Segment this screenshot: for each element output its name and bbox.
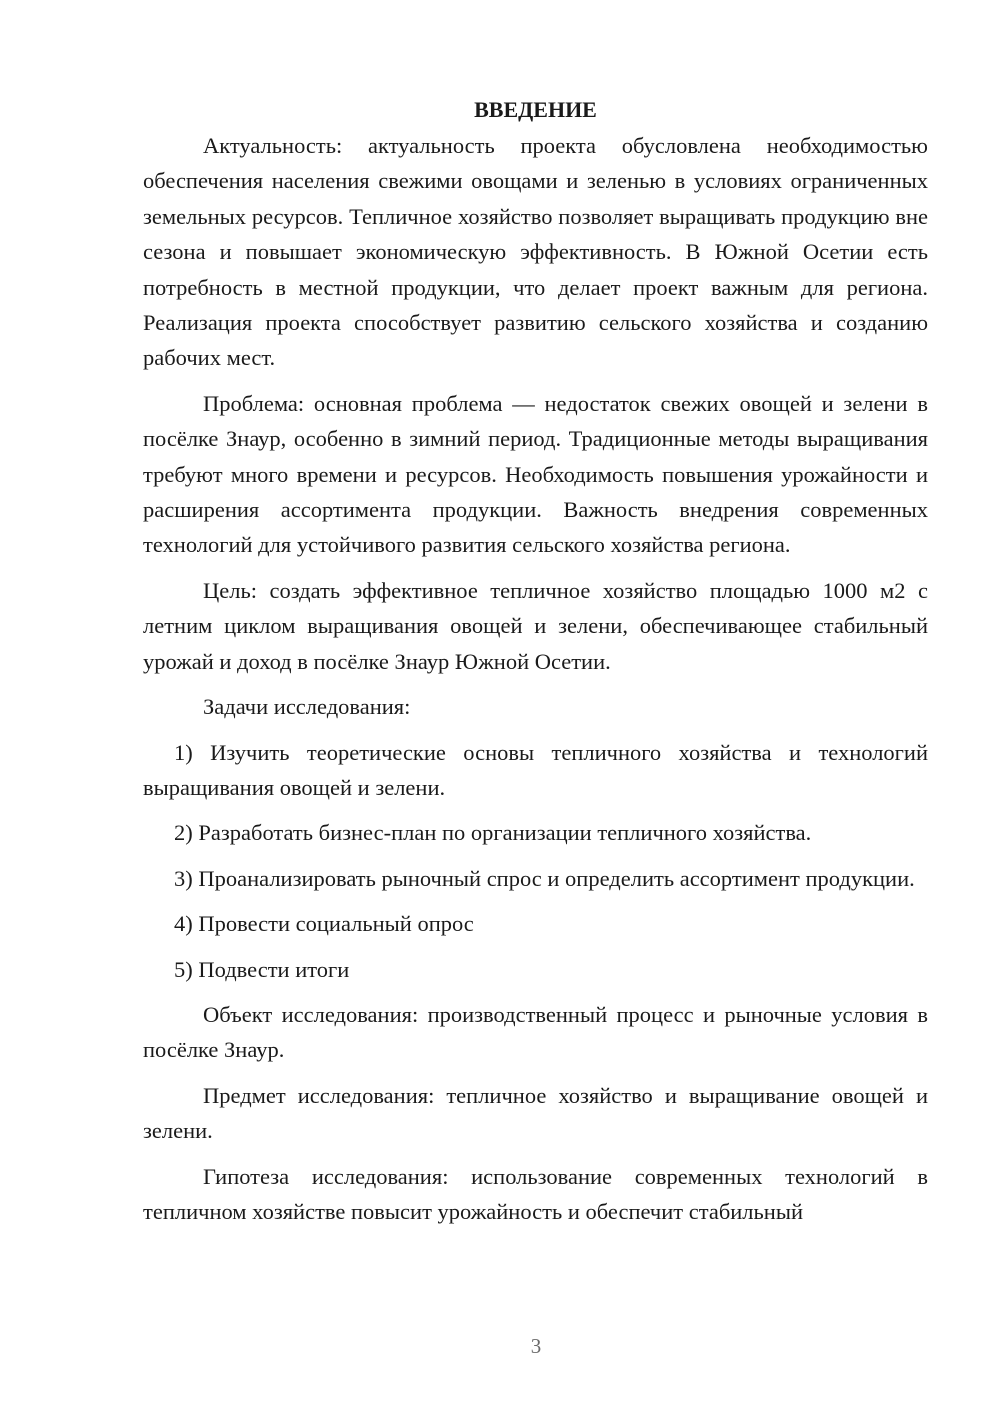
page-number: 3: [530, 1334, 542, 1358]
task-item: 3) Проанализировать рыночный спрос и определить ассортимент продукции.: [174, 865, 915, 891]
paragraph-goal: Цель: создать эффективное тепличное хозяйство площадью 1000 м2 с летним циклом выращивания овощей и зелени, обеспечивающее стабильный урожай и доход в посёлке Знаур Южной Осетии.: [143, 577, 928, 674]
task-item: 5) Подвести итоги: [174, 956, 350, 982]
paragraph-problem: Проблема: основная проблема — недостаток свежих овощей и зелени в посёлке Знаур, особенно в зимний период. Традиционные методы выращивания требуют много времени и ресурсов. Необходимость повышения урожайности и расширения ассортимента продукции. Важность внедрения современных технологий для устойчивого развития сельского хозяйства региона.: [143, 390, 928, 558]
document-page: [143, 92, 928, 1229]
paragraph-hypothesis: Гипотеза исследования: использование современных технологий в тепличном хозяйстве повысит урожайность и обеспечит стабильный: [143, 1163, 928, 1224]
paragraph-subject: Предмет исследования: тепличное хозяйство и выращивание овощей и зелени.: [143, 1082, 928, 1144]
paragraph-tasks-heading: Задачи исследования:: [203, 694, 411, 720]
task-item: 2) Разработать бизнес-план по организации тепличного хозяйства.: [174, 820, 812, 846]
paragraph-object: Объект исследования: производственный процесс и рыночные условия в посёлке Знаур.: [143, 1001, 928, 1063]
paragraph-relevance: Актуальность: актуальность проекта обусловлена необходимостью обеспечения населения свежими овощами и зеленью в условиях ограниченных земельных ресурсов. Тепличное хозяйство позволяет выращивать продукцию вне сезона и повышает экономическую эффективность. В Южной Осетии есть потребность в местной продукции, что делает проект важным для региона. Реализация проекта способствует развитию сельского хозяйства и созданию рабочих мест.: [143, 133, 928, 371]
page-title: ВВЕДЕНИЕ: [474, 97, 597, 122]
task-item: 1) Изучить теоретические основы тепличного хозяйства и технологий выращивания овощей и зелени.: [143, 739, 928, 800]
task-item: 4) Провести социальный опрос: [174, 911, 474, 937]
